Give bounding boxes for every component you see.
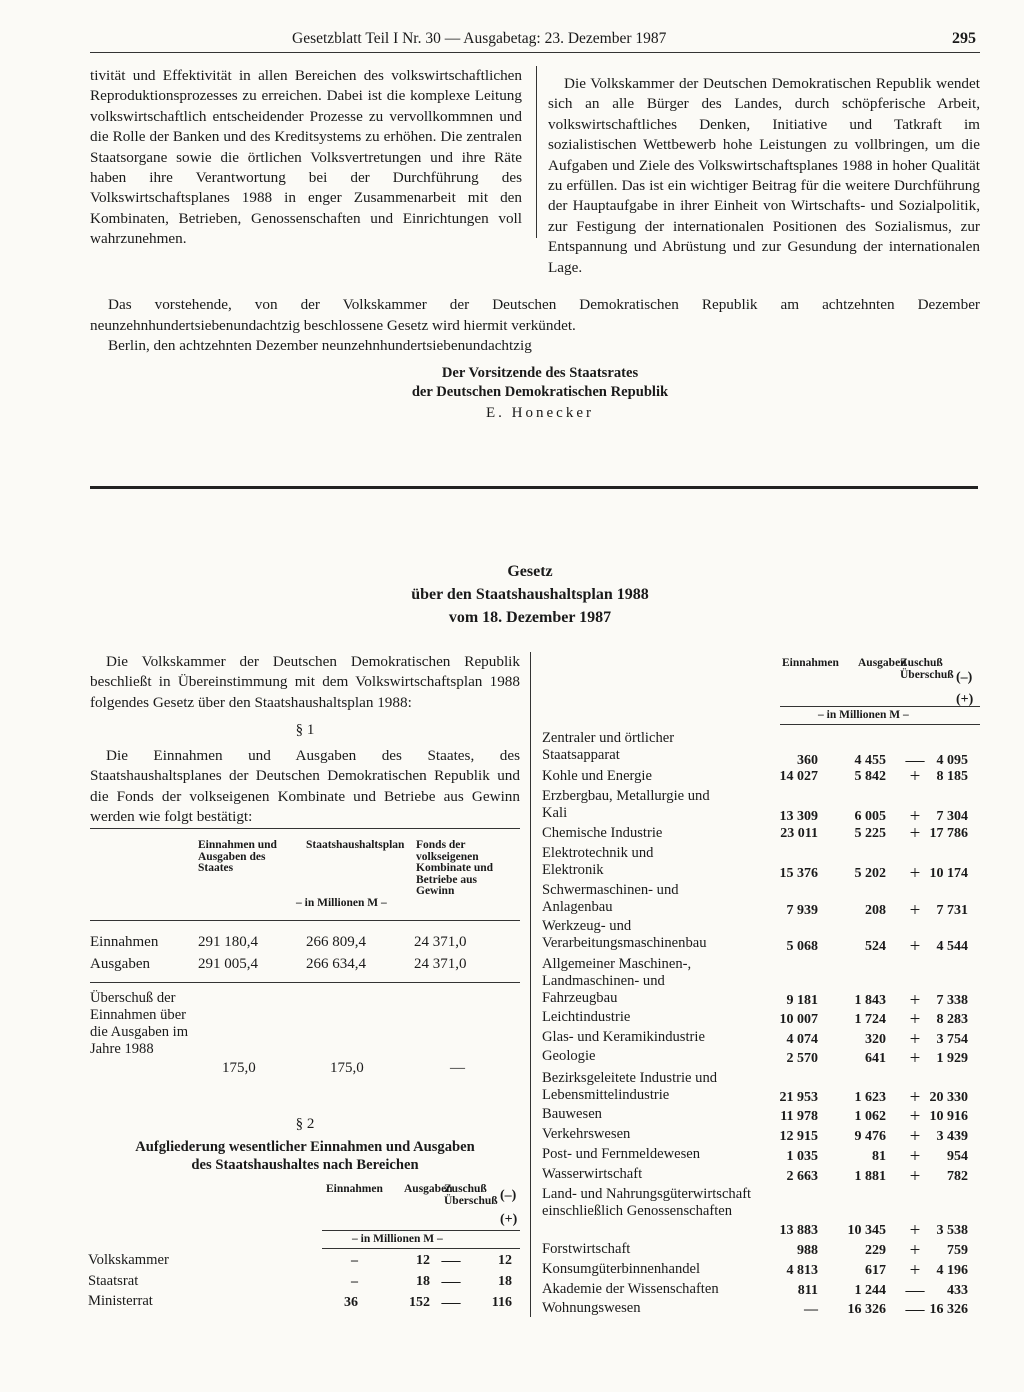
table2-row-s: + (909, 823, 921, 844)
table2-row-a: 81 (872, 1149, 886, 1164)
table2-row-d: 7 338 (936, 993, 968, 1008)
table1-row-ueberschuss-label: Überschuß der Einnahmen über die Ausgaben im Jahre 1988 (90, 990, 189, 1057)
table2-right-unit: – in Millionen M – (818, 709, 909, 721)
table2-left-col-einnahmen: Einnahmen (326, 1183, 383, 1195)
table2-row-s: + (909, 1087, 921, 1108)
table2-row-label: Akademie der Wissenschaften (542, 1281, 719, 1297)
table1-row-ausgaben-v3: 24 371,0 (414, 956, 467, 972)
table2-row-e: 13 309 (779, 809, 818, 824)
table2-left-plus: (+) (500, 1212, 518, 1227)
table2-row-label: Wasserwirtschaft (542, 1166, 643, 1182)
table2-left-col-ausgaben: Ausgaben (404, 1183, 453, 1195)
table2-row-e: 12 915 (779, 1129, 818, 1144)
table2-row-label: Leichtindustrie (542, 1009, 631, 1025)
table2-row-volkskammer-a: 12 (416, 1253, 430, 1268)
table2-row-s: + (909, 863, 921, 884)
table2-right-minus: (–) (956, 670, 973, 685)
table2-row-s: — (905, 1299, 925, 1320)
table2-row-e: 811 (797, 1283, 818, 1298)
table2-row-d: 3 538 (936, 1223, 968, 1238)
table2-row-staatsrat-e: – (351, 1274, 358, 1289)
table2-right-unit-rule (780, 724, 980, 725)
table2-left-unit: – in Millionen M – (352, 1233, 443, 1245)
table2-row-a: 229 (865, 1243, 886, 1258)
table2-row-label: Erzbergbau, Metallurgie und Kali (542, 788, 710, 821)
table2-row-a: 1 244 (854, 1283, 886, 1298)
table2-row-s: + (909, 990, 921, 1011)
table2-row-ministerrat-a: 152 (409, 1295, 430, 1310)
table2-row-s: + (909, 1009, 921, 1030)
table2-row-a: 1 843 (854, 993, 886, 1008)
table2-row-s: + (909, 900, 921, 921)
table2-row-d: 10 174 (929, 866, 968, 881)
table2-row-d: 433 (947, 1283, 968, 1298)
table2-row-s: + (909, 766, 921, 787)
section2-title-line2: des Staatshaushaltes nach Bereichen (191, 1157, 419, 1173)
table2-row-label: Forstwirtschaft (542, 1241, 631, 1257)
table2-row-s: + (909, 1260, 921, 1281)
table2-row-volkskammer-d: 12 (498, 1253, 512, 1268)
table2-row-label: Chemische Industrie (542, 825, 663, 841)
table1-header-rule (90, 920, 520, 921)
table2-row-a: 641 (865, 1051, 886, 1066)
table2-row-d: 4 095 (936, 753, 968, 768)
table2-row-label: Geologie (542, 1048, 596, 1064)
table1-col3-header: Fonds der volkseigenen Kombinate und Betriebe aus Gewinn (416, 839, 494, 897)
table2-row-d: 782 (947, 1169, 968, 1184)
column-divider-top (536, 66, 537, 238)
table2-row-d: 7 731 (936, 903, 968, 918)
table2-row-staatsrat-label: Staatsrat (88, 1273, 139, 1289)
table1-row-ueberschuss-v3: — (450, 1060, 465, 1076)
header-rule (90, 52, 980, 53)
table2-row-d: 3 439 (936, 1129, 968, 1144)
table1-sub-rule (90, 982, 520, 983)
section2-title (90, 1138, 520, 1174)
table1-row-einnahmen-v3: 24 371,0 (414, 934, 467, 950)
table2-row-label: Schwermaschinen- und Anlagenbau (542, 882, 679, 915)
table2-row-e: 15 376 (779, 866, 818, 881)
section1-heading: § 1 (295, 722, 315, 738)
table2-row-volkskammer-label: Volkskammer (88, 1252, 169, 1268)
table2-row-a: 524 (865, 939, 886, 954)
table2-row-e: 2 663 (786, 1169, 818, 1184)
law-title-line2: über den Staatshaushaltsplan 1988 (411, 586, 649, 603)
table2-row-s: + (909, 1146, 921, 1167)
table2-row-e: 23 011 (780, 826, 818, 841)
table2-row-s: + (909, 1029, 921, 1050)
signature-name: E. Honecker (486, 405, 594, 421)
table2-row-ministerrat-s: — (441, 1292, 461, 1313)
table2-right-col-zuschuss: Zuschuß Überschuß (900, 657, 954, 681)
table2-row-e: 988 (797, 1243, 818, 1258)
table2-row-d: 17 786 (929, 826, 968, 841)
table2-row-d: 20 330 (929, 1090, 968, 1105)
table2-row-a: 16 326 (847, 1302, 886, 1317)
table1-col1-header: Einnahmen und Ausgaben des Staates (198, 839, 277, 874)
table2-row-a: 1 724 (854, 1012, 886, 1027)
table2-right-header-rule (780, 706, 980, 707)
table2-row-e: 2 570 (786, 1051, 818, 1066)
table2-row-e: 14 027 (779, 769, 818, 784)
table2-row-d: 4 544 (936, 939, 968, 954)
table2-row-s: + (909, 936, 921, 957)
running-header: Gesetzblatt Teil I Nr. 30 — Ausgabetag: 23. Dezember 1987 (292, 30, 667, 47)
separator-rule (90, 486, 978, 489)
table2-row-ministerrat-e: 36 (344, 1295, 358, 1310)
table2-row-label: Kohle und Energie (542, 768, 652, 784)
table2-row-a: 5 225 (854, 826, 886, 841)
table2-row-label: Bezirksgeleitete Industrie und Lebensmittelindustrie (542, 1070, 718, 1103)
table2-row-a: 1 881 (854, 1169, 886, 1184)
table2-left-rows (88, 1252, 520, 1312)
table2-row-d: 16 326 (929, 1302, 968, 1317)
table2-row-e: 21 953 (779, 1090, 818, 1105)
table2-row-ministerrat-d: 116 (491, 1295, 512, 1310)
table1-row-ausgaben-v2: 266 634,4 (306, 956, 366, 972)
table2-row-e: 5 068 (786, 939, 818, 954)
table1-row-ausgaben-label: Ausgaben (90, 956, 150, 972)
table2-row-label: Wohnungswesen (542, 1300, 641, 1316)
top-left-column: tivität und Effektivität in allen Bereichen des volkswirtschaftlichen Reproduktionsprozesses zu erreichen. Dabei ist die komplexe Leitung volkswirtschaftlich entscheidender Prozesse zu vervollkommnen und die Rolle der Banken und des Kreditsystems zu erhöhen. Die zentralen Staatsorgane sowie die örtlichen Volksvertretungen und ihre Räte haben ihre Verantwortung bei der Durchführung des Volkswirtschaftsplanes 1988 in enger Zusammenarbeit mit den Kombinaten, Betrieben, Genossenschaften und Einrichtungen voll wahrzunehmen. (90, 67, 522, 248)
table2-row-d: 4 196 (936, 1263, 968, 1278)
law-title-line1: Gesetz (507, 563, 553, 580)
table2-row-label: Verkehrswesen (542, 1126, 631, 1142)
table1-row-ueberschuss-v2: 175,0 (330, 1060, 364, 1076)
table1-col2-header: Staatshaushaltsplan (306, 839, 405, 851)
table2-row-d: 954 (947, 1149, 968, 1164)
table2-row-e: 7 939 (786, 903, 818, 918)
table2-row-s: + (909, 1240, 921, 1261)
table2-row-label: Elektrotechnik und Elektronik (542, 845, 654, 878)
table2-row-e: 13 883 (779, 1223, 818, 1238)
table2-row-e: 4 074 (786, 1032, 818, 1047)
table2-row-e: 4 813 (786, 1263, 818, 1278)
table1-row-einnahmen-v2: 266 809,4 (306, 934, 366, 950)
table2-row-label: Werkzeug- und Verarbeitungsmaschinenbau (542, 918, 707, 951)
table2-row-e: 9 181 (786, 993, 818, 1008)
section2-heading: § 2 (295, 1116, 315, 1132)
column-divider-bottom (530, 652, 531, 1317)
table2-row-a: 10 345 (847, 1223, 886, 1238)
table1-row-einnahmen-label: Einnahmen (90, 934, 159, 950)
table2-row-s: + (909, 1220, 921, 1241)
table2-row-d: 7 304 (936, 809, 968, 824)
table2-row-d: 1 929 (936, 1051, 968, 1066)
table2-row-a: 6 005 (854, 809, 886, 824)
table2-row-volkskammer-e: – (351, 1253, 358, 1268)
table2-row-s: + (909, 1048, 921, 1069)
table1-top-rule (90, 828, 520, 829)
table2-row-a: 1 623 (854, 1090, 886, 1105)
table2-row-s: + (909, 1106, 921, 1127)
table2-row-a: 5 202 (854, 866, 886, 881)
table2-row-a: 617 (865, 1263, 886, 1278)
table2-row-label: Land- und Nahrungsgüterwirtschaft einschließlich Genossenschaften (542, 1186, 752, 1219)
place-date: Berlin, den achtzehnten Dezember neunzehnhundertsiebenundachtzig (108, 337, 532, 354)
table2-row-d: 8 185 (936, 769, 968, 784)
signature-line2: der Deutschen Demokratischen Republik (411, 384, 669, 400)
table2-row-d: 8 283 (936, 1012, 968, 1027)
top-right-column: Die Volkskammer der Deutschen Demokratischen Republik wendet sich an alle Bürger des Landes, durch schöpferische Arbeit, volkswirtschaftliches Denken, Initiative und Tatkraft im sozialistischen Wettbewerb hohe Leistungen zu vollbringen, um die Aufgaben und Ziele des Volkswirtschaftsplanes 1988 in hoher Qualität zu erfüllen. Das ist ein wichtiger Beitrag für die weitere Durchführung der Hauptaufgabe in ihrer Einheit von Wirtschafts- und Sozialpolitik, zur Festigung der internationalen Positionen des Sozialismus, zur Entspannung und Abrüstung und zur Gesundung der internationalen Lage. (548, 75, 980, 276)
law-title (340, 560, 720, 629)
table2-row-label: Zentraler und örtlicher Staatsapparat (542, 730, 675, 763)
table1-row-ueberschuss-v1: 175,0 (222, 1060, 256, 1076)
table2-row-ministerrat-label: Ministerrat (88, 1293, 153, 1309)
table1-row-einnahmen-v1: 291 180,4 (198, 934, 258, 950)
law-title-line3: vom 18. Dezember 1987 (448, 609, 612, 626)
signature-line1: Der Vorsitzende des Staatsrates (441, 365, 639, 381)
table2-row-label: Bauwesen (542, 1106, 602, 1122)
table2-row-d: 10 916 (929, 1109, 968, 1124)
intro-text: Die Volkskammer der Deutschen Demokratischen Republik beschließt in Übereinstimmung mit dem Volkswirtschaftsplan 1988 folgendes Gesetz über den Staatshaushaltsplan 1988: (90, 653, 520, 711)
table2-row-a: 1 062 (854, 1109, 886, 1124)
table2-row-a: 208 (865, 903, 886, 918)
table2-left-header-rule (322, 1230, 520, 1231)
table2-row-staatsrat-s: — (441, 1271, 461, 1292)
table2-row-e: 1 035 (786, 1149, 818, 1164)
page-number: 295 (952, 30, 976, 47)
table2-row-s: — (905, 750, 925, 771)
table2-row-a: 5 842 (854, 769, 886, 784)
table2-row-e: — (804, 1302, 818, 1317)
table2-left-unit-rule (322, 1248, 520, 1249)
table2-left-minus: (–) (500, 1188, 517, 1203)
table2-row-volkskammer-s: — (441, 1250, 461, 1271)
table2-row-a: 9 476 (854, 1129, 886, 1144)
table2-row-a: 320 (865, 1032, 886, 1047)
table2-right-col-ausgaben: Ausgaben (858, 657, 907, 669)
table2-row-label: Konsumgüterbinnenhandel (542, 1261, 701, 1277)
table2-row-s: + (909, 806, 921, 827)
section2-title-line1: Aufgliederung wesentlicher Einnahmen und Ausgaben (135, 1139, 475, 1155)
table2-row-e: 11 978 (780, 1109, 818, 1124)
table2-row-e: 360 (797, 753, 818, 768)
table1-row-ausgaben-v1: 291 005,4 (198, 956, 258, 972)
table1-unit: – in Millionen M – (296, 897, 387, 909)
table2-row-d: 3 754 (936, 1032, 968, 1047)
table2-row-label: Allgemeiner Maschinen-, Landmaschinen- und Fahrzeugbau (542, 956, 692, 1006)
table2-row-s: + (909, 1126, 921, 1147)
section1-text: Die Einnahmen und Ausgaben des Staates, des Staatshaushaltsplanes der Deutschen Demokratischen Republik und die Fonds der volkseigenen Kombinate und Betriebe aus Gewinn werden wie folgt bestätigt: (90, 747, 520, 826)
table2-right-rows (542, 730, 982, 1320)
signature-block (360, 364, 720, 423)
table2-row-s: + (909, 1166, 921, 1187)
table2-row-d: 759 (947, 1243, 968, 1258)
table2-right-col-einnahmen: Einnahmen (782, 657, 839, 669)
table2-row-label: Post- und Fernmeldewesen (542, 1146, 701, 1162)
table2-right-plus: (+) (956, 692, 974, 707)
table2-row-s: — (905, 1280, 925, 1301)
table2-row-staatsrat-d: 18 (498, 1274, 512, 1289)
table2-row-a: 4 455 (854, 753, 886, 768)
table2-row-e: 10 007 (779, 1012, 818, 1027)
table2-left-col-zuschuss: Zuschuß Überschuß (444, 1183, 498, 1207)
table2-row-staatsrat-a: 18 (416, 1274, 430, 1289)
table2-row-label: Glas- und Keramikindustrie (542, 1029, 705, 1045)
promulgation-text: Das vorstehende, von der Volkskammer der Deutschen Demokratischen Republik am achtzehnten Dezember neunzehnhundertsiebenundachtzig beschlossene Gesetz wird hiermit verkündet. (90, 296, 980, 334)
